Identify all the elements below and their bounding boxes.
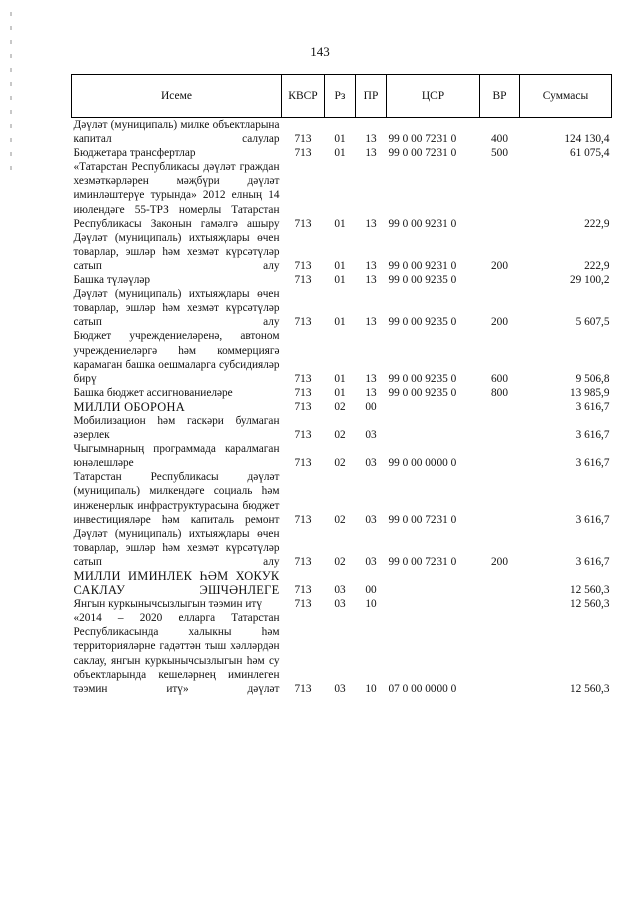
row-name: Дәүләт (муниципаль) ихтыяҗлары өчен товарлар, эшләр һәм хезмәт күрсәтүләр сатып алу xyxy=(73,527,280,568)
row-sum: 3 616,7 xyxy=(575,555,610,568)
row-kvsr: 713 xyxy=(294,429,312,442)
row-vr: 200 xyxy=(491,555,508,568)
table-row xyxy=(72,160,612,230)
row-vr: 400 xyxy=(491,133,508,146)
row-rz: 02 xyxy=(334,555,346,568)
row-pr: 13 xyxy=(365,386,377,399)
row-sum: 222,9 xyxy=(584,259,610,272)
row-rz: 01 xyxy=(334,133,346,146)
row-csr: 99 0 00 9235 0 xyxy=(388,372,457,385)
row-sum: 12 560,3 xyxy=(569,584,610,597)
row-pr: 13 xyxy=(365,372,377,385)
row-vr xyxy=(480,470,520,526)
row-rz: 02 xyxy=(334,429,346,442)
row-name: Дәүләт (муниципаль) милке объектларына капитал салулар xyxy=(73,119,280,146)
page-number: 143 xyxy=(310,44,330,59)
row-kvsr: 713 xyxy=(294,386,312,399)
row-name: Дәүләт (муниципаль) ихтыяҗлары өчен товарлар, эшләр һәм хезмәт күрсәтүләр сатып алу xyxy=(73,231,280,272)
row-sum: 3 616,7 xyxy=(575,457,610,470)
row-sum: 61 075,4 xyxy=(569,147,610,160)
row-csr xyxy=(387,597,480,611)
table-row xyxy=(72,118,612,147)
row-name: «Татарстан Республикасы дәүләт граждан хезмәткәрләрен мәҗбүри дәүләт иминләштерүе турында» 2012 елның 14 июлендәге 55-ТРЗ номерлы Татарстан Республикасы Законын гамәлгә ашыру xyxy=(73,161,280,230)
table-row xyxy=(72,414,612,442)
row-csr: 99 0 00 9231 0 xyxy=(388,259,457,272)
section-row xyxy=(72,569,612,597)
row-csr: 99 0 00 0000 0 xyxy=(388,457,457,470)
row-csr: 99 0 00 9231 0 xyxy=(388,217,457,230)
row-rz: 02 xyxy=(334,400,346,413)
table-row xyxy=(72,231,612,273)
row-pr: 00 xyxy=(365,400,377,413)
header-vr: ВР xyxy=(480,75,520,118)
row-kvsr: 713 xyxy=(294,555,312,568)
row-name: Бюджетара трансфертлар xyxy=(73,147,196,160)
table-row xyxy=(72,146,612,160)
row-kvsr: 713 xyxy=(294,217,312,230)
row-rz: 03 xyxy=(334,598,346,611)
table-row xyxy=(72,329,612,385)
row-sum: 13 985,9 xyxy=(569,386,610,399)
row-sum: 3 616,7 xyxy=(575,513,610,526)
row-csr: 99 0 00 7231 0 xyxy=(388,147,457,160)
table-row xyxy=(72,273,612,287)
row-rz: 01 xyxy=(334,147,346,160)
row-rz: 01 xyxy=(334,386,346,399)
row-vr xyxy=(480,597,520,611)
row-vr xyxy=(480,442,520,470)
header-csr: ЦСР xyxy=(387,75,480,118)
table-header-row xyxy=(72,75,612,118)
row-pr: 03 xyxy=(365,429,377,442)
row-csr: 99 0 00 9235 0 xyxy=(388,316,457,329)
row-rz: 01 xyxy=(334,274,346,287)
row-rz: 03 xyxy=(334,584,346,597)
budget-table xyxy=(71,74,612,696)
row-csr: 99 0 00 9235 0 xyxy=(388,274,457,287)
row-kvsr: 713 xyxy=(294,584,312,597)
row-pr: 03 xyxy=(365,513,377,526)
row-vr xyxy=(480,160,520,230)
row-csr xyxy=(387,400,480,414)
row-kvsr: 713 xyxy=(294,274,312,287)
section-row xyxy=(72,400,612,414)
row-sum: 124 130,4 xyxy=(564,133,610,146)
row-rz: 01 xyxy=(334,372,346,385)
row-rz: 01 xyxy=(334,259,346,272)
row-pr: 13 xyxy=(365,147,377,160)
header-pr: ПР xyxy=(356,75,387,118)
table-row xyxy=(72,611,612,696)
header-kvsr: КВСР xyxy=(282,75,325,118)
row-sum: 5 607,5 xyxy=(575,316,610,329)
row-name: Башка бюджет ассигнованиеләре xyxy=(73,386,233,399)
row-name: Татарстан Республикасы дәүләт (муниципаль) милкендәге социаль һәм инженерлык инфраструктурасына бюджет инвестицияләре һәм капиталь ремонт xyxy=(73,471,280,526)
row-pr: 03 xyxy=(365,457,377,470)
table-row xyxy=(72,386,612,400)
header-sum: Суммасы xyxy=(520,75,612,118)
row-sum: 12 560,3 xyxy=(569,682,610,695)
row-kvsr: 713 xyxy=(294,259,312,272)
row-vr: 600 xyxy=(491,372,508,385)
row-pr: 00 xyxy=(365,584,377,597)
row-sum: 3 616,7 xyxy=(575,400,610,413)
row-name: «2014 – 2020 елларга Татарстан Республикасында халыкны һәм территорияләрне гадәттән тыш хәлләрдән саклау, янгын куркынычсызлыгын һәм су объектларында кешеләрнең иминлеген тәэмин итү» дәүләт xyxy=(73,612,280,695)
row-vr: 500 xyxy=(491,147,508,160)
row-rz: 02 xyxy=(334,513,346,526)
row-kvsr: 713 xyxy=(294,133,312,146)
header-rz: Рз xyxy=(325,75,356,118)
row-rz: 01 xyxy=(334,217,346,230)
row-name: Башка түләүләр xyxy=(73,274,151,287)
scan-margin-marks xyxy=(10,0,14,200)
row-sum: 222,9 xyxy=(584,217,610,230)
row-pr: 10 xyxy=(365,598,377,611)
table-row xyxy=(72,442,612,470)
row-kvsr: 713 xyxy=(294,598,312,611)
row-name: МИЛЛИ ИМИНЛЕК ҺӘМ ХОКУК САКЛАУ ЭШЧӘНЛЕГЕ xyxy=(73,569,280,598)
row-csr: 99 0 00 9235 0 xyxy=(388,386,457,399)
row-name: Дәүләт (муниципаль) ихтыяҗлары өчен товарлар, эшләр һәм хезмәт күрсәтүләр сатып алу xyxy=(73,288,280,329)
row-csr xyxy=(387,414,480,442)
row-kvsr: 713 xyxy=(294,372,312,385)
row-pr: 13 xyxy=(365,259,377,272)
row-rz: 01 xyxy=(334,316,346,329)
row-vr: 200 xyxy=(491,316,508,329)
row-vr: 200 xyxy=(491,259,508,272)
row-rz: 03 xyxy=(334,682,346,695)
row-name: Бюджет учреждениеләренә, автоном учреждениеләргә һәм коммерциягә карамаган башка оешмаларга субсидияләр бирү xyxy=(73,330,280,385)
row-csr: 99 0 00 7231 0 xyxy=(388,133,457,146)
row-kvsr: 713 xyxy=(294,316,312,329)
row-pr: 13 xyxy=(365,274,377,287)
row-kvsr: 713 xyxy=(294,457,312,470)
row-sum: 3 616,7 xyxy=(575,429,610,442)
row-pr: 03 xyxy=(365,555,377,568)
row-vr xyxy=(480,400,520,414)
row-sum: 29 100,2 xyxy=(569,274,610,287)
row-vr xyxy=(480,611,520,696)
row-csr: 99 0 00 7231 0 xyxy=(388,513,457,526)
row-pr: 10 xyxy=(365,682,377,695)
row-kvsr: 713 xyxy=(294,147,312,160)
row-sum: 12 560,3 xyxy=(569,598,610,611)
row-sum: 9 506,8 xyxy=(575,372,610,385)
row-pr: 13 xyxy=(365,133,377,146)
row-vr xyxy=(480,414,520,442)
table-row xyxy=(72,287,612,329)
row-csr xyxy=(387,569,480,597)
row-vr xyxy=(480,569,520,597)
row-kvsr: 713 xyxy=(294,400,312,413)
row-vr xyxy=(480,273,520,287)
row-csr: 99 0 00 7231 0 xyxy=(388,555,457,568)
row-rz: 02 xyxy=(334,457,346,470)
row-kvsr: 713 xyxy=(294,682,312,695)
table-row xyxy=(72,597,612,611)
row-csr: 07 0 00 0000 0 xyxy=(388,682,457,695)
row-name: МИЛЛИ ОБОРОНА xyxy=(73,399,186,414)
row-pr: 13 xyxy=(365,217,377,230)
row-pr: 13 xyxy=(365,316,377,329)
row-name: Чыгымнарның программада каралмаган юнәлешләре xyxy=(73,443,280,470)
header-name: Исеме xyxy=(72,75,282,118)
row-vr: 800 xyxy=(491,386,508,399)
row-kvsr: 713 xyxy=(294,513,312,526)
row-name: Янгын куркынычсызлыгын тәэмин итү xyxy=(73,598,262,611)
table-row xyxy=(72,527,612,569)
table-row xyxy=(72,470,612,526)
row-name: Мобилизацион һәм гаскәри булмаган әзерлек xyxy=(73,414,280,442)
